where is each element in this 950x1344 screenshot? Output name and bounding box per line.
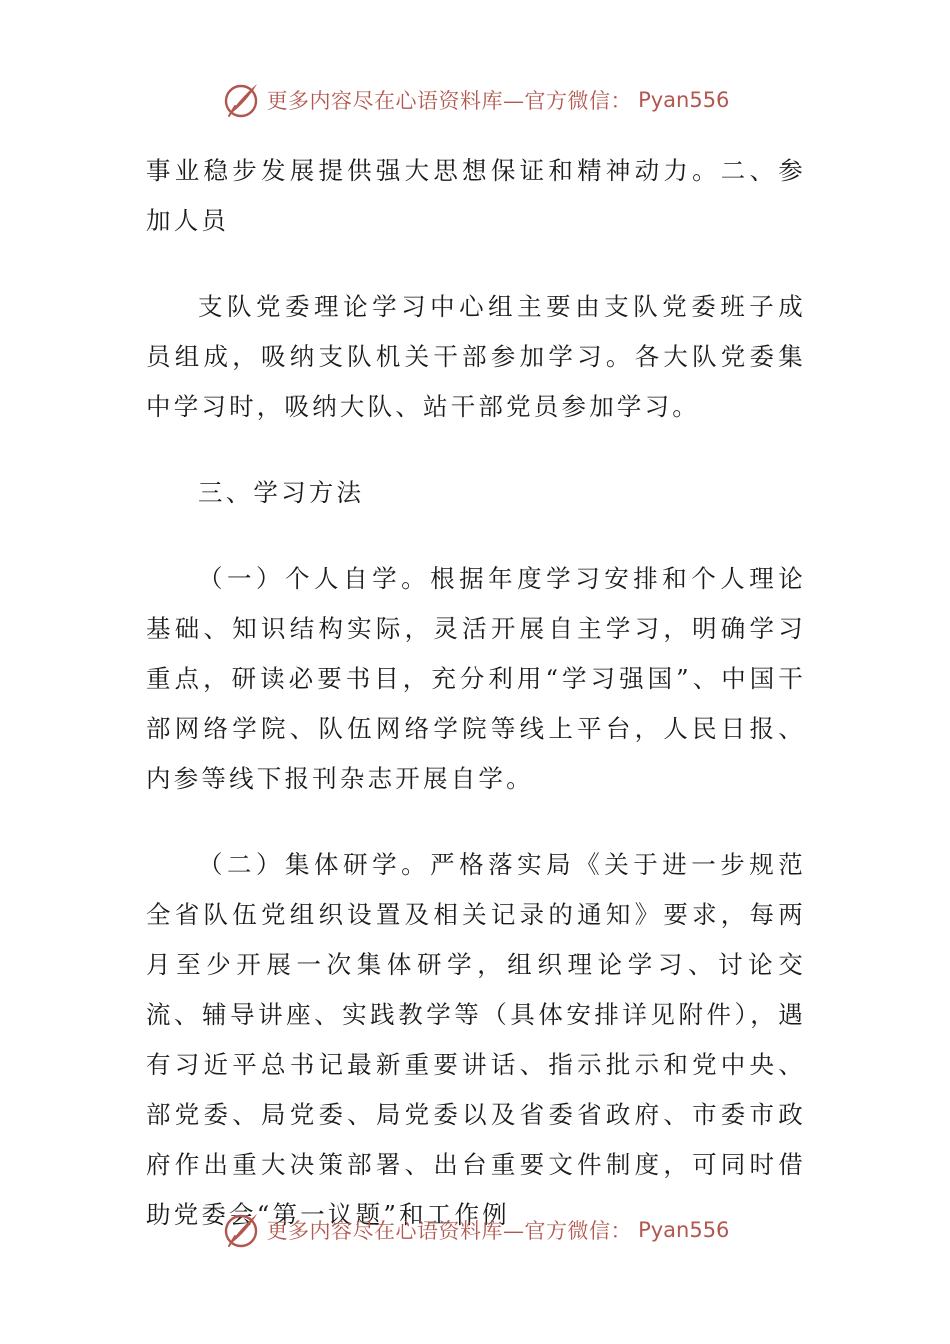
quill-pen-logo-icon — [221, 80, 261, 120]
watermark-wechat-id: Pyan556 — [638, 88, 730, 112]
watermark-text: 更多内容尽在心语资料库—官方微信： — [266, 1219, 633, 1243]
document-body — [146, 146, 806, 1240]
header-watermark — [0, 78, 950, 122]
section-heading-methods: 三、学习方法 — [198, 478, 365, 507]
paragraph-self-study: （一）个人自学。根据年度学习安排和个人理论基础、知识结构实际，灵活开展自主学习，明确学习重点，研读必要书目，充分利用“学习强国”、中国干部网络学院、队伍网络学院等线上平台，人民日报、内参等线下报刊杂志开展自学。 — [146, 564, 806, 793]
quill-pen-logo-icon — [221, 1210, 261, 1250]
paragraph-group-study: （二）集体研学。严格落实局《关于进一步规范全省队伍党组织设置及相关记录的通知》要求，每两月至少开展一次集体研学，组织理论学习、讨论交流、辅导讲座、实践教学等（具体安排详见附件），遇有习近平总书记最新重要讲话、指示批示和党中央、部党委、局党委、局党委以及省委省政府、市委市政府作出重大决策部署、出台重要文件制度，可同时借助党委会“第一议题”和工作例 — [146, 850, 806, 1229]
paragraph-continuation: 事业稳步发展提供强大思想保证和精神动力。二、参加人员 — [146, 156, 806, 235]
watermark-wechat-id: Pyan556 — [638, 1218, 730, 1242]
watermark-text: 更多内容尽在心语资料库—官方微信： — [266, 89, 633, 113]
footer-watermark — [0, 1208, 950, 1252]
paragraph-participants: 支队党委理论学习中心组主要由支队党委班子成员组成，吸纳支队机关干部参加学习。各大队党委集中学习时，吸纳大队、站干部党员参加学习。 — [146, 292, 806, 421]
